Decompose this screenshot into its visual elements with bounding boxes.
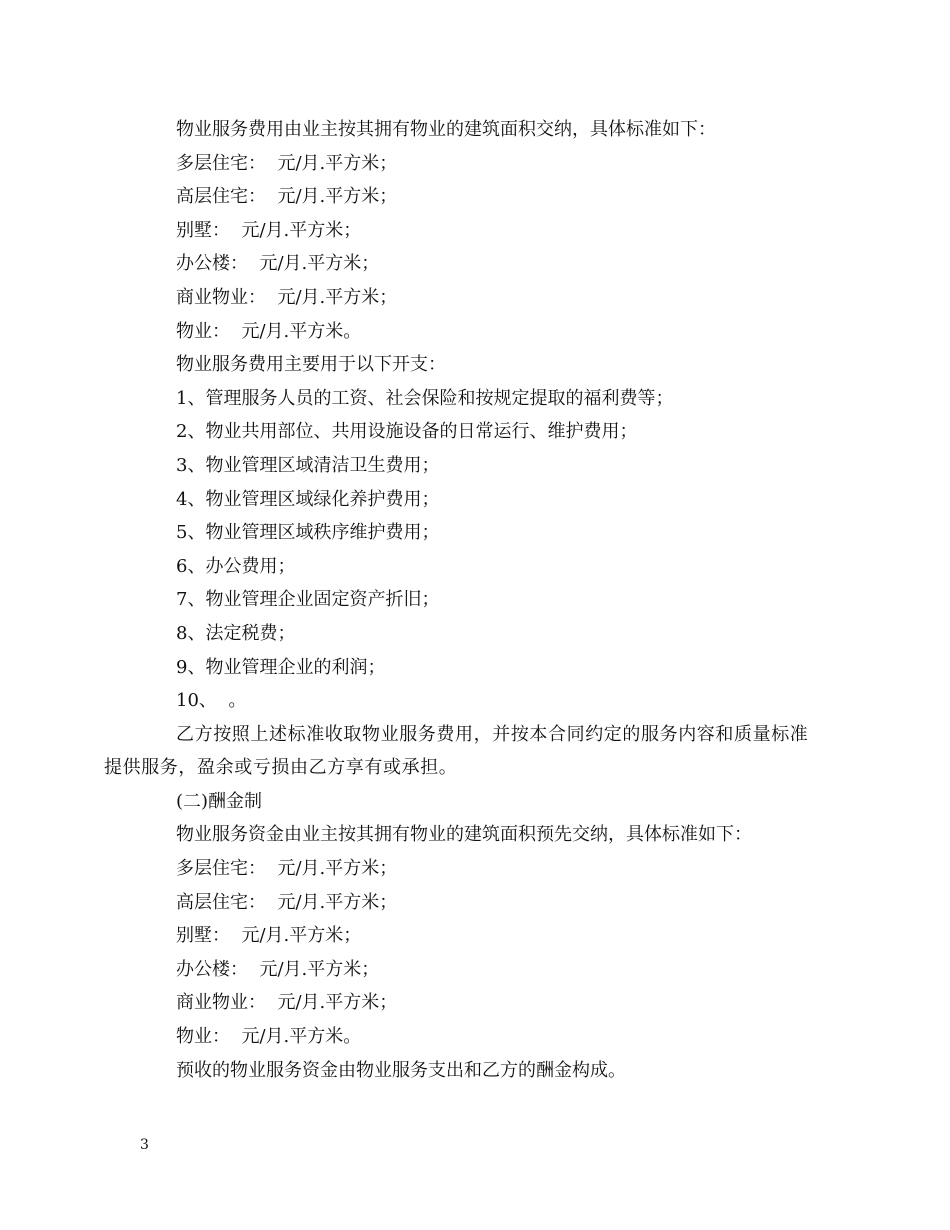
paragraph-line: 乙方按照上述标准收取物业服务费用，并按本合同约定的服务内容和质量标准 [176,723,809,745]
text-line: 5、物业管理区域秩序维护费用； [176,522,440,544]
text-line: 6、办公费用； [176,555,296,577]
text-line: 别墅： 元/月.平方米； [176,925,362,947]
text-line: 7、物业管理企业固定资产折旧； [176,589,440,611]
text-line: 物业服务资金由业主按其拥有物业的建筑面积预先交纳，具体标准如下： [176,824,752,846]
text-line: 商业物业： 元/月.平方米； [176,286,398,308]
text-line: 多层住宅： 元/月.平方米； [176,152,398,174]
document-body [104,113,815,1087]
text-line: 1、管理服务人员的工资、社会保险和按规定提取的福利费等； [176,387,674,409]
text-line: 别墅： 元/月.平方米； [176,219,362,241]
text-line: 9、物业管理企业的利润； [176,656,386,678]
text-line: 物业： 元/月.平方米。 [176,320,362,342]
text-line: 8、法定税费； [176,622,296,644]
text-line: 物业服务费用主要用于以下开支： [176,354,446,376]
section-heading: (二)酬金制 [176,790,263,812]
text-line: 多层住宅： 元/月.平方米； [176,858,398,880]
text-line: 高层住宅： 元/月.平方米； [176,891,398,913]
text-line: 物业服务费用由业主按其拥有物业的建筑面积交纳，具体标准如下： [176,119,716,140]
text-line: 高层住宅： 元/月.平方米； [176,186,398,208]
paragraph-service-terms [104,718,815,785]
text-line: 办公楼： 元/月.平方米； [176,253,380,275]
paragraph-line: 提供服务，盈余或亏损由乙方享有或承担。 [104,757,458,779]
text-line: 3、物业管理区域清洁卫生费用； [176,454,440,476]
text-line: 预收的物业服务资金由物业服务支出和乙方的酬金构成。 [176,1059,626,1081]
text-line: 10、 。 [176,690,247,712]
text-line: 办公楼： 元/月.平方米； [176,958,380,980]
text-line: 物业： 元/月.平方米。 [176,1026,362,1048]
page-number: 3 [140,1137,149,1153]
text-line: 商业物业： 元/月.平方米； [176,992,398,1014]
text-line: 4、物业管理区域绿化养护费用； [176,488,440,510]
text-line: 2、物业共用部位、共用设施设备的日常运行、维护费用； [176,421,638,443]
